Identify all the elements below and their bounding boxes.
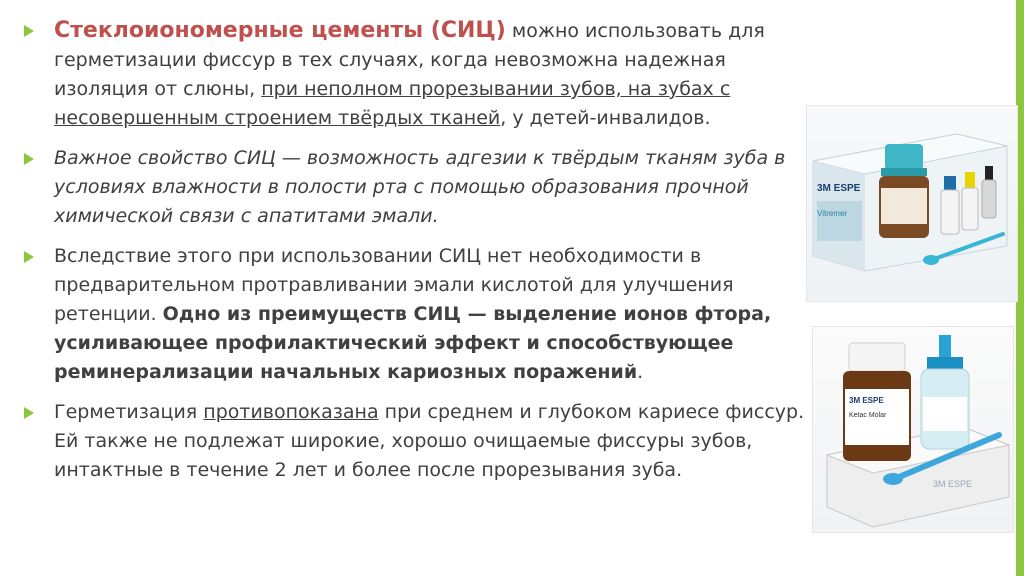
ketac-box-brand: 3M ESPE bbox=[933, 479, 973, 489]
bullet-4 bbox=[24, 398, 814, 485]
bullet-2 bbox=[24, 144, 814, 231]
bullet-3 bbox=[24, 242, 814, 387]
bullet-4-underlined: противопоказана bbox=[203, 401, 379, 423]
product-photo-vitremer bbox=[806, 105, 1018, 302]
bullet-arrow-icon bbox=[24, 25, 34, 37]
bullet-1-underlined: при неполном прорезывании зубов, на зубах с несовершенным строением твёрдых тканей bbox=[54, 78, 731, 129]
ketac-jar-brand: 3M ESPE bbox=[849, 396, 884, 405]
bullet-arrow-icon bbox=[24, 407, 34, 419]
bullet-1-text: можно использовать для герметизации фиссур в тех случаях, когда невозможна надежная изоляция от слюны, bbox=[54, 20, 765, 100]
ketac-kit-image bbox=[813, 327, 1013, 532]
bullet-3-text: Вследствие этого при использовании СИЦ нет необходимости в предварительном протравливании эмали кислотой для улучшения ретенции. bbox=[54, 245, 734, 325]
bullet-1-text-end: , у детей-инвалидов. bbox=[500, 107, 711, 129]
box-product-label: Vitremer bbox=[817, 209, 848, 218]
product-photo-ketac bbox=[812, 326, 1014, 533]
bullet-3-bold: Одно из преимуществ СИЦ — выделение ионов фтора, усиливающее профилактический эффект и способствующее реминерализации начальных кариозных поражений bbox=[54, 303, 772, 383]
bullet-4-text: Герметизация bbox=[54, 401, 204, 423]
slide-content bbox=[24, 16, 814, 496]
bullet-3-text-end: . bbox=[637, 361, 644, 383]
vitremer-kit-image bbox=[807, 106, 1017, 301]
bullet-4-text-end: при среднем и глубоком кариесе фиссур. Ей также не подлежат широкие, хорошо очищаемые фиссуры зубов, интактные в течение 2 лет и более после прорезывания зуба. bbox=[54, 401, 805, 481]
term-title: Стеклоиономерные цементы (СИЦ) bbox=[54, 18, 506, 43]
bullet-2-text: Важное свойство СИЦ — возможность адгезии к твёрдым тканям зуба в условиях влажности в полости рта с помощью образования прочной химической связи с апатитами эмали. bbox=[54, 147, 786, 227]
bullet-arrow-icon bbox=[24, 251, 34, 263]
bullet-1 bbox=[24, 16, 814, 133]
box-brand-label: 3M ESPE bbox=[817, 183, 861, 194]
bullet-arrow-icon bbox=[24, 153, 34, 165]
ketac-jar-label: Ketac Molar bbox=[849, 412, 887, 419]
